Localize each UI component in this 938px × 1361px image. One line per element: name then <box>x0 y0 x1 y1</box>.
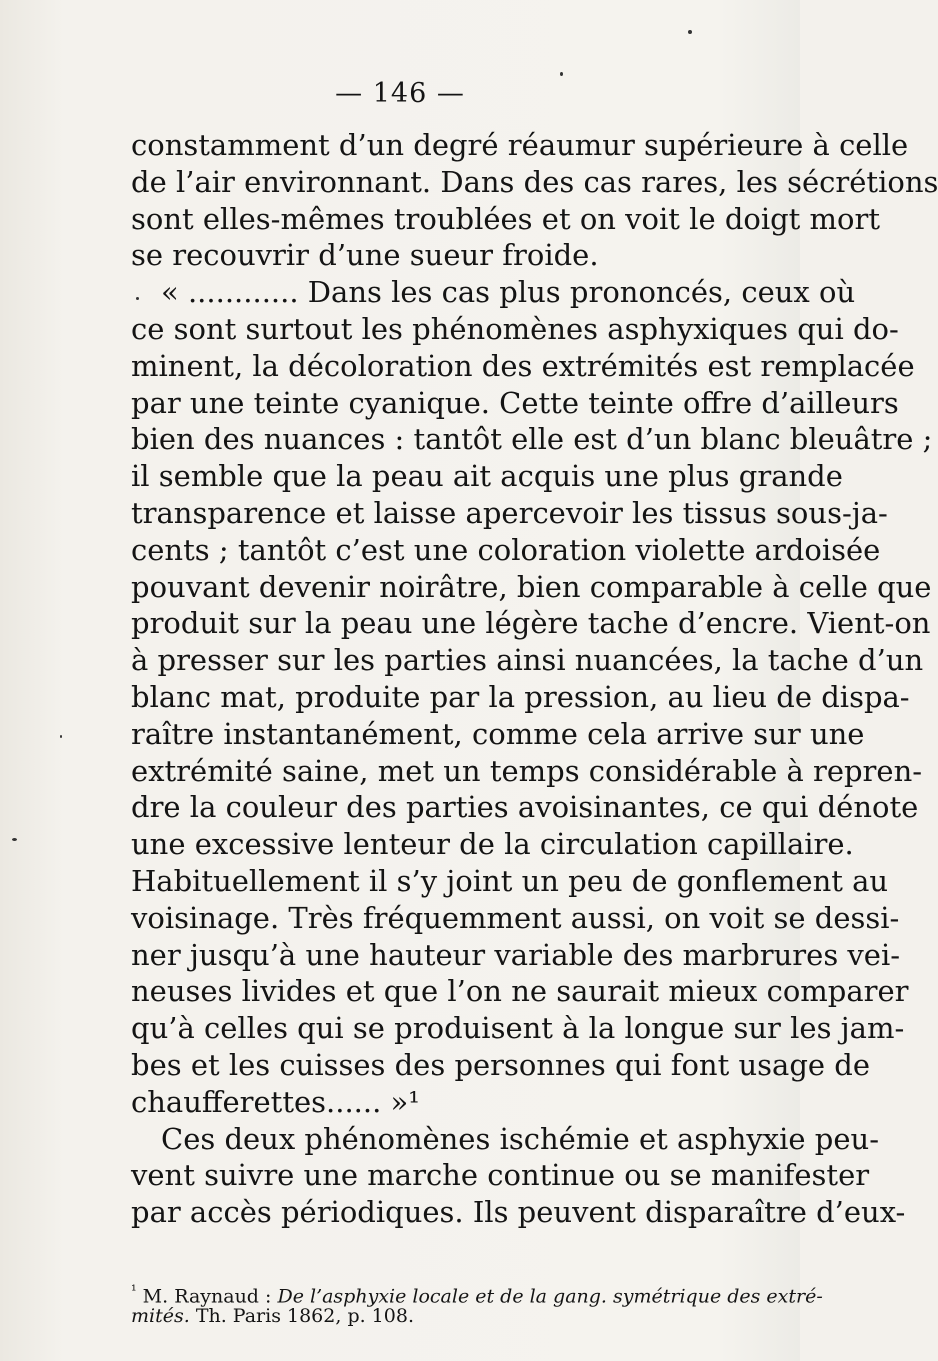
text-line: ce sont surtout les phénomènes asphyxiques qui do- <box>131 311 899 346</box>
text-line: il semble que la peau ait acquis une plus grande <box>131 459 843 494</box>
text-line: pouvant devenir noirâtre, bien comparable à celle que <box>131 569 932 604</box>
footnote-marker: ¹ <box>131 1283 137 1299</box>
text-line: raître instantanément, comme cela arrive sur une <box>131 716 865 751</box>
body-text <box>131 127 938 1231</box>
text-line: par une teinte cyanique. Cette teinte offre d’ailleurs <box>131 385 899 420</box>
text-line: de l’air environnant. Dans des cas rares, les sécrétions <box>131 164 938 199</box>
paper-speck <box>688 30 692 34</box>
paper-speck <box>136 297 139 300</box>
footnote <box>131 1279 823 1329</box>
text-line: extrémité saine, met un temps considérable à repren- <box>131 753 923 788</box>
paper-speck <box>60 735 62 738</box>
footnote-author: M. Raynaud : <box>142 1285 272 1308</box>
text-line: transparence et laisse apercevoir les tissus sous-ja- <box>131 495 888 530</box>
text-line: vent suivre une marche continue ou se manifester <box>131 1158 870 1193</box>
footnote-line-1 <box>131 1279 823 1308</box>
text-line: voisinage. Très fréquemment aussi, on voit se dessi- <box>131 900 900 935</box>
text-line: « ............ Dans les cas plus prononcés, ceux où <box>161 275 856 310</box>
text-line: neuses livides et que l’on ne saurait mieux comparer <box>131 974 909 1009</box>
text-line: une excessive lenteur de la circulation capillaire. <box>131 827 854 862</box>
paper-speck <box>12 838 17 841</box>
text-line: par accès périodiques. Ils peuvent disparaître d’eux- <box>131 1195 906 1230</box>
text-line: blanc mat, produite par la pression, au lieu de dispa- <box>131 679 910 714</box>
text-line: minent, la décoloration des extrémités est remplacée <box>131 348 915 383</box>
text-line: sont elles-mêmes troublées et on voit le doigt mort <box>131 201 881 236</box>
text-line: dre la couleur des parties avoisinantes, ce qui dénote <box>131 790 919 825</box>
text-line: à presser sur les parties ainsi nuancées, la tache d’un <box>131 643 924 678</box>
text-line: bien des nuances : tantôt elle est d’un blanc bleuâtre ; <box>131 422 933 457</box>
text-line: chaufferettes...... »¹ <box>131 1084 420 1119</box>
footnote-line-2 <box>131 1304 771 1329</box>
text-line: produit sur la peau une légère tache d’encre. Vient-on <box>131 606 931 641</box>
footnote-title-cont: mités. <box>131 1305 190 1327</box>
text-line: ner jusqu’à une hauteur variable des marbrures vei- <box>131 937 901 972</box>
text-line: cents ; tantôt c’est une coloration violette ardoisée <box>131 532 881 567</box>
footnote-title: De l’asphyxie locale et de la gang. symétrique des extré- <box>277 1285 823 1308</box>
text-line: Habituellement il s’y joint un peu de gonflement au <box>131 863 889 898</box>
page-number: — 146 — <box>335 78 465 109</box>
text-line: bes et les cuisses des personnes qui font usage de <box>131 1047 870 1082</box>
text-line: Ces deux phénomènes ischémie et asphyxie peu- <box>161 1121 880 1156</box>
text-line: constamment d’un degré réaumur supérieure à celle <box>131 128 909 162</box>
text-line: qu’à celles qui se produisent à la longue sur les jam- <box>131 1011 905 1046</box>
footnote-reference: Th. Paris 1862, p. 108. <box>195 1305 414 1327</box>
text-line: se recouvrir d’une sueur froide. <box>131 238 599 273</box>
paper-speck <box>560 72 563 76</box>
